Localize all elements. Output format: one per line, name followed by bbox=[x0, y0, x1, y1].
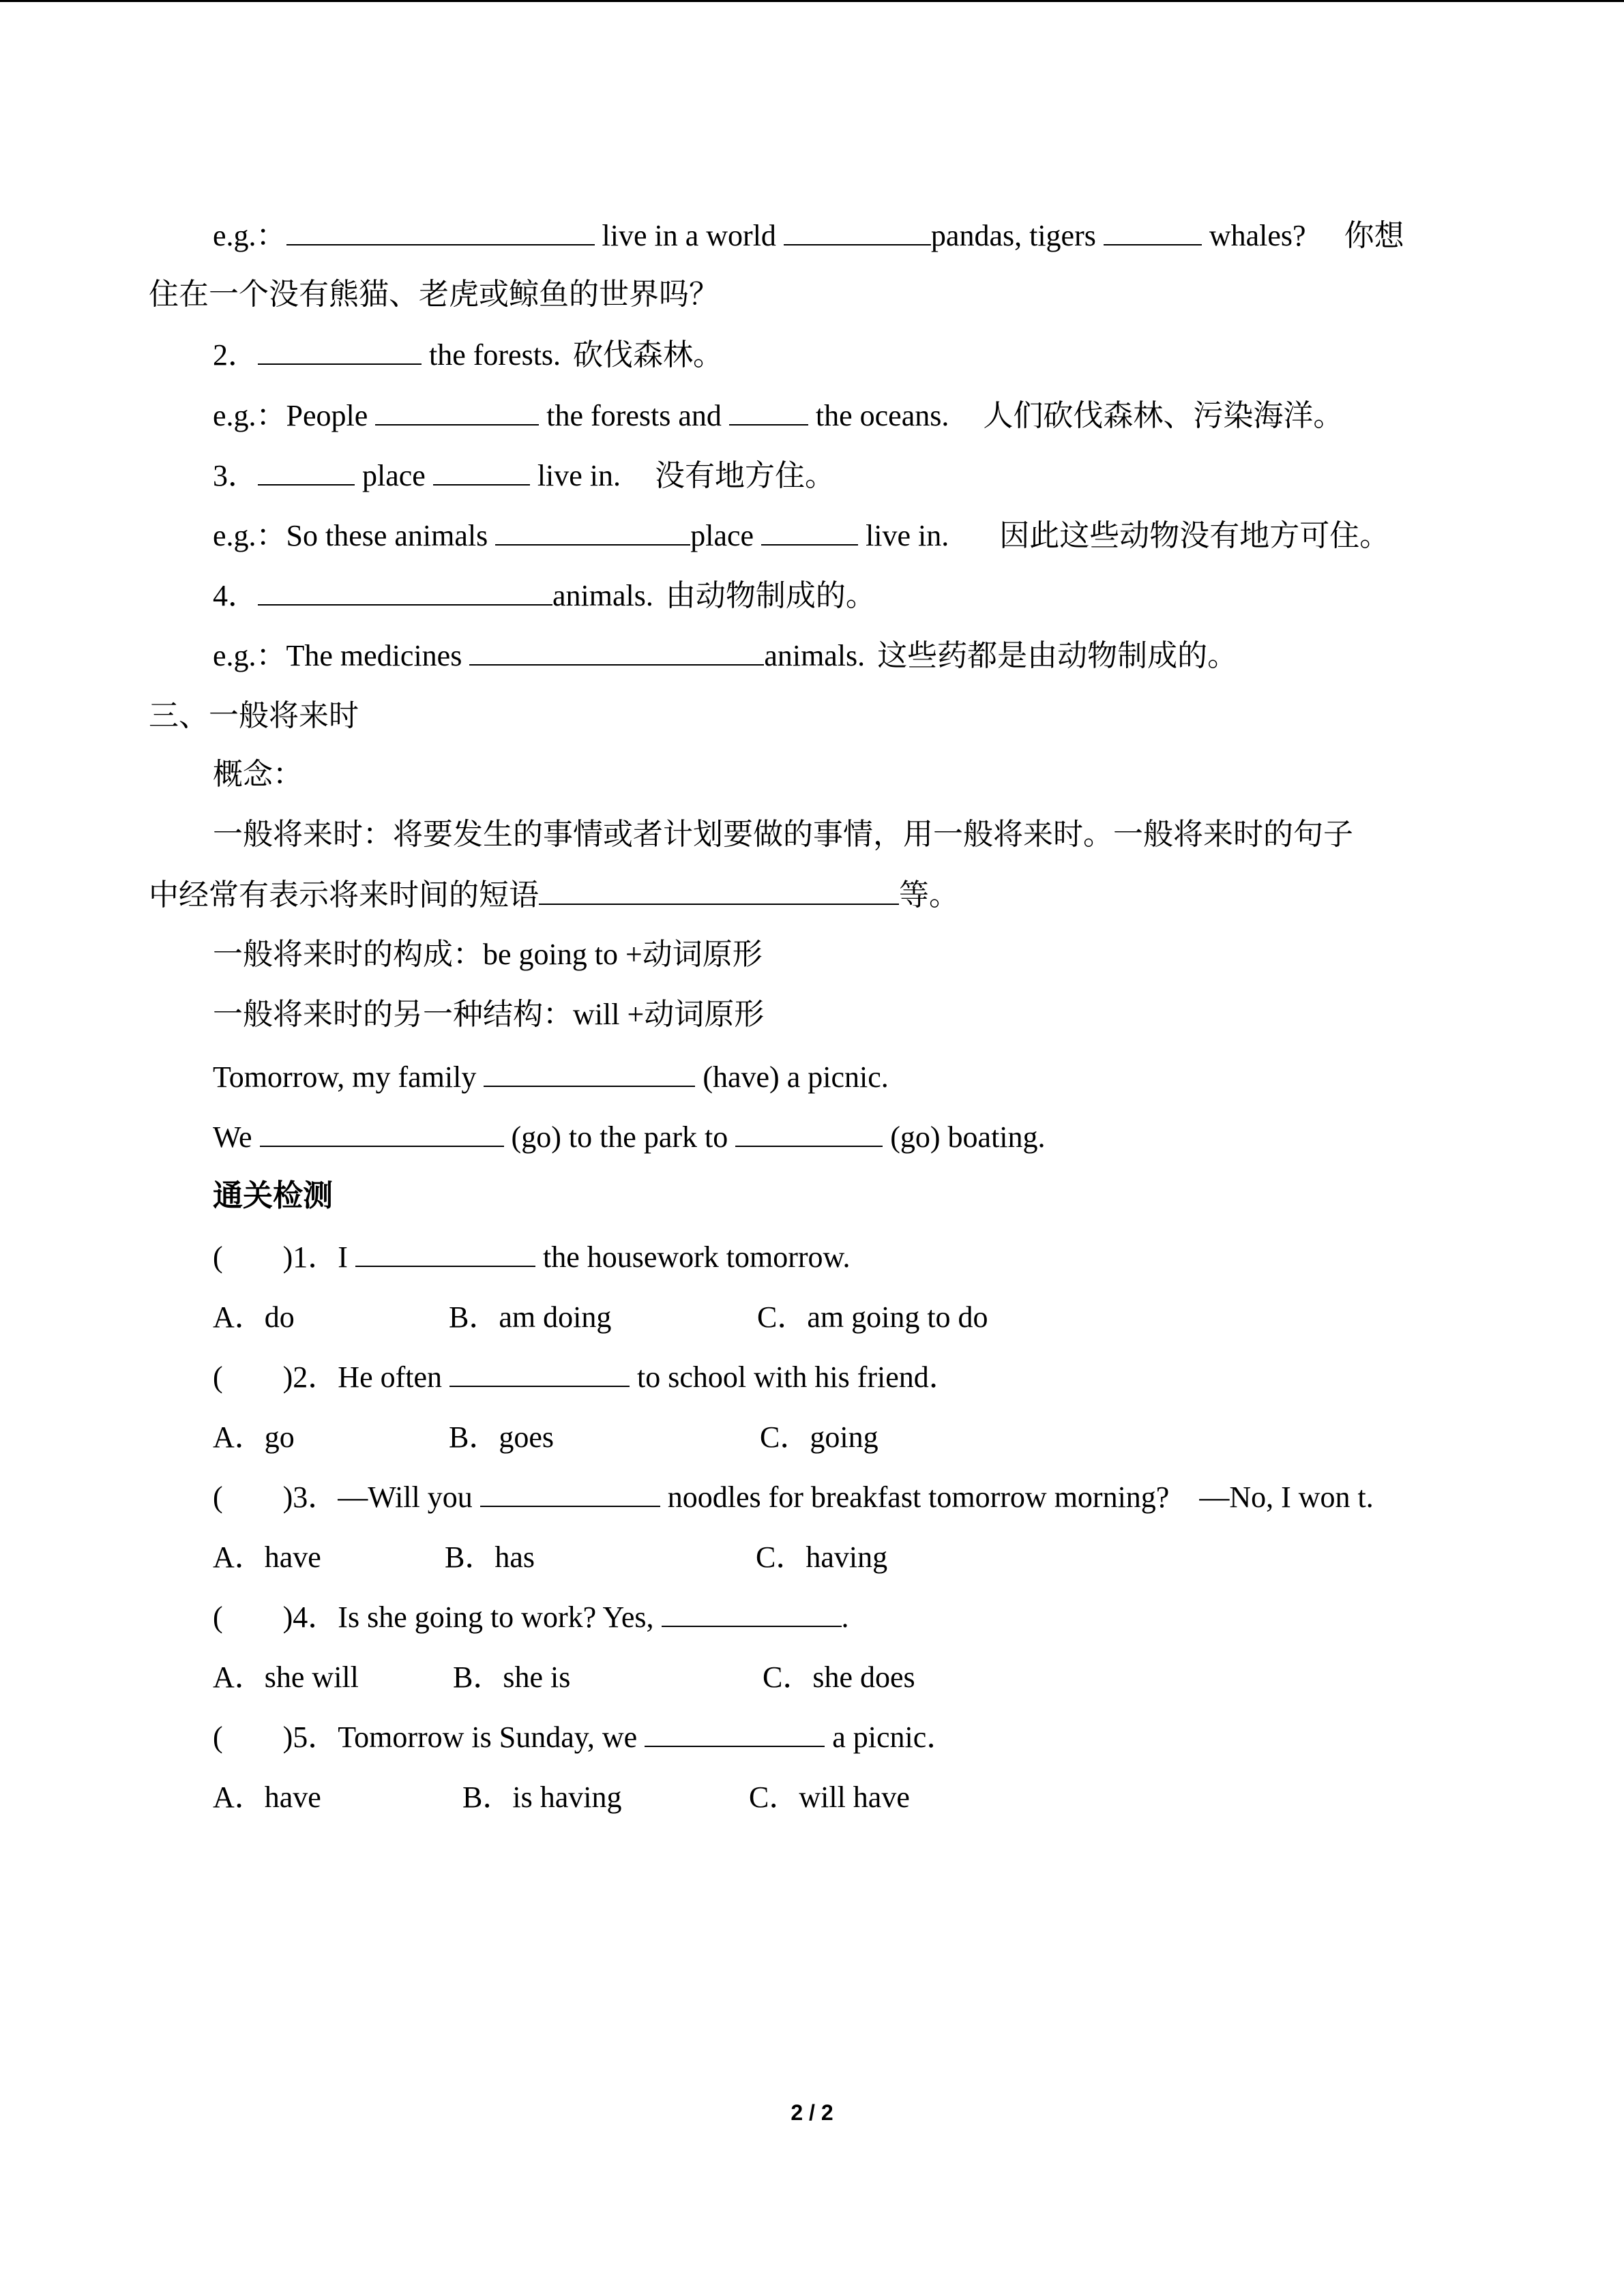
text: place bbox=[355, 459, 433, 492]
text: live in a world bbox=[594, 219, 784, 252]
text: the oceans. bbox=[808, 399, 949, 432]
option-b[interactable]: B．has bbox=[445, 1540, 535, 1574]
question-1 bbox=[213, 1237, 1488, 1278]
fill-blank[interactable] bbox=[258, 577, 552, 606]
chinese-translation: 你想 bbox=[1344, 219, 1404, 252]
fill-blank[interactable] bbox=[645, 1718, 825, 1747]
fill-blank[interactable] bbox=[484, 1058, 695, 1087]
fill-blank[interactable] bbox=[375, 397, 539, 426]
answer-text: —No, I won t. bbox=[1199, 1480, 1374, 1514]
definition-text: 一般将来时：将要发生的事情或者计划要做的事情，用一般将来时。一般将来时的句子 bbox=[213, 818, 1353, 851]
option-b[interactable]: B．am doing bbox=[449, 1300, 612, 1334]
example-line-3 bbox=[213, 516, 1488, 556]
option-b[interactable]: B．she is bbox=[453, 1660, 571, 1694]
fill-blank[interactable] bbox=[469, 637, 764, 666]
quiz-title: 通关检测 bbox=[213, 1179, 333, 1212]
chinese-translation: 砍伐森林。 bbox=[573, 338, 724, 372]
question-stem: ( )3．—Will you bbox=[213, 1480, 480, 1514]
fill-blank[interactable] bbox=[258, 457, 355, 486]
item-number: 4． bbox=[213, 579, 258, 612]
fill-blank[interactable] bbox=[449, 1358, 630, 1387]
options-2 bbox=[213, 1417, 1488, 1458]
fill-blank[interactable] bbox=[729, 397, 808, 426]
definition-text: 中经常有表示将来时间的短语 bbox=[149, 878, 539, 912]
fill-blank[interactable] bbox=[260, 1118, 504, 1147]
structure-line-2 bbox=[213, 994, 1488, 1035]
text: animals. bbox=[764, 639, 866, 672]
question-2 bbox=[213, 1357, 1488, 1398]
practice-line-1 bbox=[213, 1057, 1488, 1098]
fill-blank[interactable] bbox=[480, 1478, 660, 1507]
chinese-translation: 住在一个没有熊猫、老虎或鲸鱼的世界吗？ bbox=[149, 278, 719, 311]
example-lead: e.g.：People bbox=[213, 399, 376, 432]
example-lead: e.g.：So these animals bbox=[213, 519, 496, 552]
option-c[interactable]: C．she does bbox=[763, 1660, 915, 1694]
fill-blank[interactable] bbox=[495, 517, 690, 546]
fill-blank[interactable] bbox=[433, 457, 530, 486]
question-5 bbox=[213, 1717, 1488, 1758]
question-4 bbox=[213, 1597, 1488, 1638]
chinese-translation: 没有地方住。 bbox=[655, 459, 836, 492]
definition-line-2 bbox=[149, 875, 1488, 916]
question-stem: ( )1．I bbox=[213, 1240, 355, 1274]
chinese-translation: 人们砍伐森林、污染海洋。 bbox=[983, 399, 1344, 432]
option-c[interactable]: C．having bbox=[756, 1540, 888, 1574]
question-3 bbox=[213, 1477, 1488, 1518]
option-a[interactable]: A．have bbox=[213, 1540, 321, 1574]
text: place bbox=[690, 519, 762, 552]
practice-line-2 bbox=[213, 1117, 1488, 1158]
question-stem: a picnic． bbox=[825, 1720, 957, 1754]
text: the forests. bbox=[422, 338, 561, 372]
quiz-title-line bbox=[213, 1176, 1488, 1217]
structure-text: 一般将来时的构成：be going to +动词原形 bbox=[213, 938, 763, 971]
fill-blank[interactable] bbox=[662, 1598, 842, 1627]
option-a[interactable]: A．she will bbox=[213, 1660, 359, 1694]
question-stem: ( )5．Tomorrow is Sunday, we bbox=[213, 1720, 645, 1754]
structure-line-1 bbox=[213, 934, 1488, 975]
chinese-translation: 由动物制成的。 bbox=[665, 579, 876, 612]
text: Tomorrow, my family bbox=[213, 1060, 484, 1094]
definition-text: 等。 bbox=[899, 878, 959, 912]
chinese-translation: 这些药都是由动物制成的。 bbox=[877, 639, 1238, 672]
question-stem: ( )4．Is she going to work? Yes, bbox=[213, 1600, 662, 1634]
concept-label: 概念： bbox=[213, 758, 303, 791]
item-number: 2． bbox=[213, 338, 258, 372]
text: live in. bbox=[858, 519, 949, 552]
text: pandas, tigers bbox=[930, 219, 1104, 252]
example-line-1 bbox=[213, 215, 1488, 256]
fill-blank[interactable] bbox=[539, 876, 899, 905]
option-a[interactable]: A．do bbox=[213, 1300, 295, 1334]
option-b[interactable]: B．is having bbox=[462, 1780, 622, 1814]
phrase-item-2 bbox=[213, 335, 1488, 376]
text: whales? bbox=[1201, 219, 1306, 252]
fill-blank[interactable] bbox=[784, 217, 931, 245]
option-c[interactable]: C．will have bbox=[749, 1780, 910, 1814]
page-number: 2 / 2 bbox=[791, 2100, 833, 2125]
phrase-item-4 bbox=[213, 576, 1488, 616]
text: live in. bbox=[529, 459, 621, 492]
structure-text: 一般将来时的另一种结构：will +动词原形 bbox=[213, 998, 765, 1031]
options-1 bbox=[213, 1297, 1488, 1338]
text: (have) a picnic. bbox=[695, 1060, 889, 1094]
fill-blank[interactable] bbox=[1104, 217, 1202, 245]
option-b[interactable]: B．goes bbox=[449, 1420, 554, 1454]
text: the forests and bbox=[539, 399, 729, 432]
example-lead: e.g.：The medicines bbox=[213, 639, 470, 672]
text: animals. bbox=[552, 579, 653, 612]
fill-blank[interactable] bbox=[735, 1118, 883, 1147]
question-stem: to school with his friend． bbox=[630, 1360, 959, 1394]
example-line-1-cont bbox=[149, 274, 1488, 315]
example-line-4 bbox=[213, 636, 1488, 676]
text: (go) to the park to bbox=[503, 1120, 736, 1154]
chinese-translation: 因此这些动物没有地方可住。 bbox=[999, 519, 1390, 552]
section-title: 三、一般将来时 bbox=[149, 699, 359, 732]
text: (go) boating. bbox=[883, 1120, 1046, 1154]
question-stem: the housework tomorrow. bbox=[535, 1240, 851, 1274]
fill-blank[interactable] bbox=[286, 217, 595, 245]
example-line-2 bbox=[213, 396, 1488, 436]
fill-blank[interactable] bbox=[355, 1238, 535, 1267]
question-stem: . bbox=[841, 1600, 849, 1634]
option-c[interactable]: C．going bbox=[760, 1420, 879, 1454]
phrase-item-3 bbox=[213, 456, 1488, 496]
options-4 bbox=[213, 1657, 1488, 1698]
question-stem: ( )2．He often bbox=[213, 1360, 450, 1394]
options-3 bbox=[213, 1537, 1488, 1578]
item-number: 3． bbox=[213, 459, 258, 492]
question-stem: noodles for breakfast tomorrow morning? bbox=[660, 1480, 1170, 1514]
definition-line-1 bbox=[213, 814, 1488, 855]
option-a[interactable]: A．have bbox=[213, 1780, 321, 1814]
text: We bbox=[213, 1120, 260, 1154]
fill-blank[interactable] bbox=[761, 517, 858, 546]
example-lead: e.g.： bbox=[213, 219, 286, 252]
concept-label-line bbox=[213, 754, 1488, 795]
section-heading bbox=[149, 696, 1488, 736]
option-c[interactable]: C．am going to do bbox=[757, 1300, 988, 1334]
options-5 bbox=[213, 1777, 1488, 1818]
fill-blank[interactable] bbox=[258, 336, 422, 365]
option-a[interactable]: A．go bbox=[213, 1420, 295, 1454]
